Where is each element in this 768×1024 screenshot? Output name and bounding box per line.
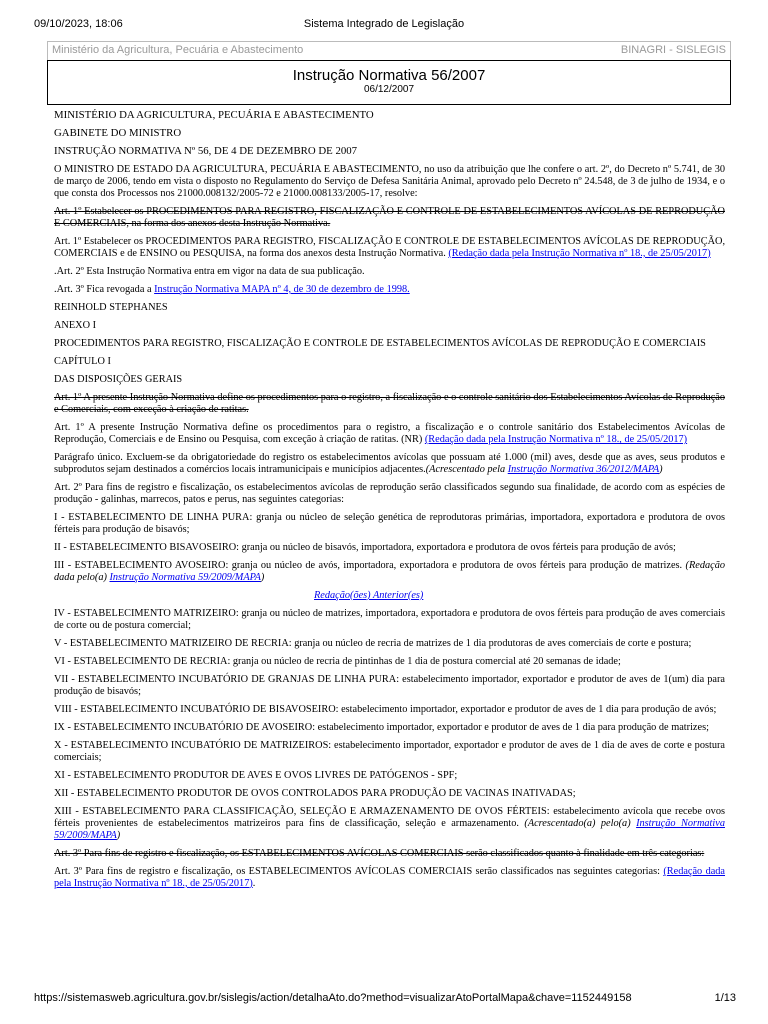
preamble: O MINISTRO DE ESTADO DA AGRICULTURA, PECUÁRIA E ABASTECIMENTO, no uso da atribuição que lhe confere o art. 2º, do Decreto nº 5.741, de 30 de março de 2006, tendo em vista o disposto no Regulamento do Serviço de Defesa Sanitária Animal, aprovado pelo Decreto nº 24.548, de 3 de julho de 1934, e o que consta dos Processos nos 21000.008132/2005-72 e 21000.008133/2005-17, resolve: [54, 164, 725, 199]
category-xii: XII - ESTABELECIMENTO PRODUTOR DE OVOS CONTROLADOS PARA PRODUÇÃO DE VACINAS INATIVADAS; [54, 788, 576, 800]
category-vii: VII - ESTABELECIMENTO INCUBATÓRIO DE GRANJAS DE LINHA PURA: estabelecimento importador, exportador e produtor de aves de 1(um) dia para produção de bisavós; [54, 674, 725, 697]
revoked-annex-article-1: Art. 1º A presente Instrução Normativa define os procedimentos para o registro, a fiscalização e o controle sanitário dos Estabelecimentos Avícolas de Reprodução e Comerciais, com exceção à criação de ratitas. [54, 392, 725, 416]
print-page-number: 1/13 [714, 992, 736, 1004]
article-3 [54, 284, 725, 296]
note-close: ) [260, 571, 265, 583]
system-name: BINAGRI - SISLEGIS [620, 44, 726, 56]
article-1 [54, 236, 725, 260]
category-xiii-text: XIII - ESTABELECIMENTO PARA CLASSIFICAÇÃO, SELEÇÃO E ARMAZENAMENTO DE OVOS FÉRTEIS: estabelecimento avícola que recebe ovos férteis provenientes de estabelecimentos matrizeiros para fins de classificação, seleção e armazenamento. [54, 806, 725, 829]
category-i: I - ESTABELECIMENTO DE LINHA PURA: granja ou núcleo de seleção genética de reprodutoras primárias, importadora, exportadora e produtora de ovos férteis para produção de bisavós; [54, 511, 725, 535]
print-page-title: Sistema Integrado de Legislação [303, 18, 465, 30]
category-vi: VI - ESTABELECIMENTO DE RECRIA: granja ou núcleo de recria de pintinhas de 1 dia de postura comercial até 20 semanas de idade; [54, 655, 621, 667]
amendment-link[interactable]: (Redação dada pela Instrução Normativa nº 18., de 25/05/2017) [448, 247, 711, 259]
category-iii-text: III - ESTABELECIMENTO AVOSEIRO: granja ou núcleo de avós, importadora, exportadora e produtora de ovos férteis para produção de matrizes. [54, 559, 683, 571]
category-xi: XI - ESTABELECIMENTO PRODUTOR DE AVES E OVOS LIVRES DE PATÓGENOS - SPF; [54, 769, 458, 781]
article-3-text: .Art. 3º Fica revogada a [54, 283, 152, 295]
article-1-text: Art. 1º Estabelecer os PROCEDIMENTOS PARA REGISTRO, FISCALIZAÇÃO E CONTROLE DE ESTABELECIMENTOS AVÍCOLAS DE REPRODUÇÃO, COMERCIAIS e de ENSINO ou PESQUISA, na forma dos anexos desta Instrução Normativa. [54, 235, 726, 259]
annex-heading: ANEXO I [54, 320, 97, 332]
print-datetime: 09/10/2023, 18:06 [34, 18, 123, 30]
annex-article-2: Art. 2º Para fins de registro e fiscalização, os estabelecimentos avícolas de reprodução serão classificados segundo sua finalidade, de acordo com as espécies de produção - galinhas, marrecos, patos e perus, nas seguintes categorias: [54, 482, 725, 505]
amendment-link[interactable]: Instrução Normativa 59/2009/MAPA [109, 571, 261, 583]
cabinet-heading: GABINETE DO MINISTRO [54, 127, 182, 140]
category-xiii [54, 806, 725, 841]
article-2: .Art. 2º Esta Instrução Normativa entra em vigor na data de sua publicação. [54, 265, 365, 277]
added-by-note: (Acrescentado(a) pelo(a) [524, 817, 631, 829]
previous-versions-link[interactable]: Redação(ões) Anterior(es) [314, 589, 424, 601]
chapter-heading: CAPÍTULO I [54, 356, 111, 368]
annex-article-1 [54, 422, 725, 446]
annex-article-1-text: Art. 1º A presente Instrução Normativa define os procedimentos para o registro, a fiscalização e o controle sanitário dos Estabelecimentos Avícolas de Reprodução, Comerciais e de Ensino ou Pesquisa, com exceção à criação de ratitas. (NR) [54, 422, 725, 446]
amendment-link[interactable]: (Redação dada pela Instrução Normativa nº 18., de 25/05/2017) [54, 865, 726, 889]
category-iv: IV - ESTABELECIMENTO MATRIZEIRO: granja ou núcleo de matrizes, importadora, exportadora e produtora de ovos férteis para produção de aves comerciais de corte ou de postura comercial; [54, 607, 725, 631]
note-close: ) [116, 829, 121, 841]
category-x: X - ESTABELECIMENTO INCUBATÓRIO DE MATRIZEIROS: estabelecimento importador, exportador e produtor de aves de 1 dia de aves de corte e postura comerciais; [54, 740, 725, 763]
amendment-link[interactable]: (Redação dada pela Instrução Normativa nº 18., de 25/05/2017) [424, 434, 688, 446]
ministry-heading: MINISTÉRIO DA AGRICULTURA, PECUÁRIA E ABASTECIMENTO [54, 109, 374, 121]
chapter-title: DAS DISPOSIÇÕES GERAIS [54, 374, 183, 386]
category-v: V - ESTABELECIMENTO MATRIZEIRO DE RECRIA: granja ou núcleo de recria de matrizes de 1 dia produtoras de aves comerciais de corte e postura; [54, 637, 692, 649]
act-heading: INSTRUÇÃO NORMATIVA Nº 56, DE 4 DE DEZEMBRO DE 2007 [54, 145, 358, 158]
revoked-act-link[interactable]: Instrução Normativa MAPA nº 4, de 30 de dezembro de 1998. [154, 283, 410, 295]
document-body [54, 110, 725, 896]
category-ix: IX - ESTABELECIMENTO INCUBATÓRIO DE AVOSEIRO: estabelecimento importador, exportador e produtor de aves de 1 dia para produção de matrizes; [54, 722, 709, 733]
revoked-article-1: Art. 1º Estabelecer os PROCEDIMENTOS PARA REGISTRO, FISCALIZAÇÃO E CONTROLE DE ESTABELECIMENTOS AVÍCOLAS DE REPRODUÇÃO E COMERCIAIS, na forma dos anexos desta Instrução Normativa. [54, 205, 725, 229]
category-iii [54, 560, 725, 584]
print-url: https://sistemasweb.agricultura.gov.br/sislegis/action/detalhaAto.do?method=visualizarAtoPortalMapa&chave=1152449158 [34, 992, 632, 1004]
redaction-note: (Redação dada pelo(a) [54, 559, 725, 583]
act-title: Instrução Normativa 56/2007 [292, 67, 486, 84]
sole-paragraph [54, 452, 725, 476]
amendment-link[interactable]: Instrução Normativa 59/2009/MAPA [54, 817, 725, 841]
annex-article-3-text: Art. 3º Para fins de registro e fiscalização, os ESTABELECIMENTOS AVÍCOLAS COMERCIAIS serão classificados nas seguintes categorias: [54, 865, 660, 877]
ministry-name: Ministério da Agricultura, Pecuária e Abastecimento [52, 44, 304, 56]
sentence-end: . [252, 877, 256, 889]
note-close: ) [659, 463, 663, 475]
print-footer [0, 992, 768, 1012]
previous-versions-row [54, 590, 725, 602]
annex-title: PROCEDIMENTOS PARA REGISTRO, FISCALIZAÇÃO E CONTROLE DE ESTABELECIMENTOS AVÍCOLAS DE REPRODUÇÃO E COMERCIAIS [54, 338, 706, 350]
site-header-bar [47, 41, 731, 61]
signatory: REINHOLD STEPHANES [54, 301, 168, 313]
print-header [0, 0, 768, 30]
category-ii: II - ESTABELECIMENTO BISAVOSEIRO: granja ou núcleo de bisavós, importadora, exportadora e produtora de ovos férteis para produção de avós; [54, 541, 676, 553]
annex-article-3 [54, 866, 725, 890]
sole-paragraph-text: Parágrafo único. Excluem-se da obrigatoriedade do registro os estabelecimentos avícolas que possuam até 1.000 (mil) aves, desde que as aves, seus produtos e subprodutos sejam destinados a comércios locais intramunicipais e municípios adjacentes. [54, 452, 725, 475]
revoked-annex-article-3: Art. 3º Para fins de registro e fiscalização, os ESTABELECIMENTOS AVÍCOLAS COMERCIAIS serão classificados quanto à finalidade em três categorias: [54, 847, 705, 859]
added-by-note: (Acrescentado pela [425, 463, 506, 475]
amendment-link[interactable]: Instrução Normativa 36/2012/MAPA [507, 463, 660, 475]
act-title-box [47, 60, 731, 105]
act-date: 06/12/2007 [363, 84, 415, 95]
category-viii: VIII - ESTABELECIMENTO INCUBATÓRIO DE BISAVOSEIRO: estabelecimento importador, exportador e produtor de aves de 1 dia para produção de avós; [54, 703, 717, 715]
